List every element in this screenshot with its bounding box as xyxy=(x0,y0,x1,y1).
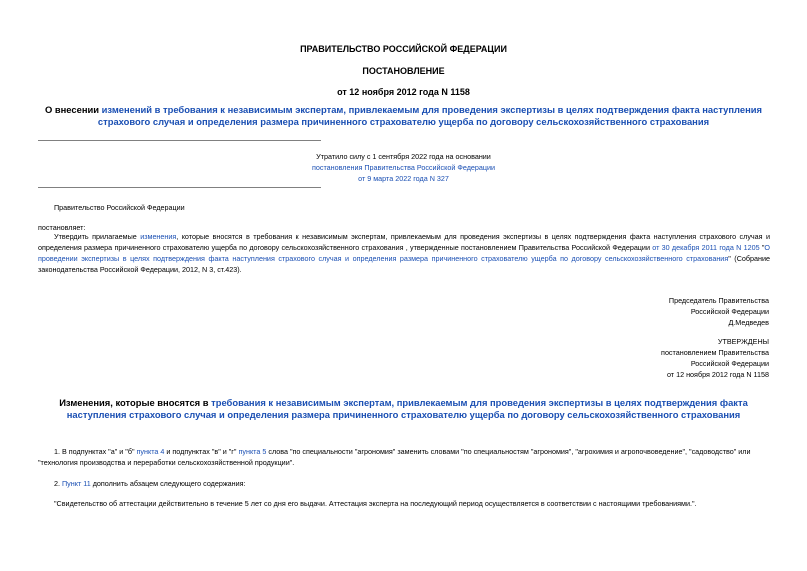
title-link[interactable]: изменений в требования к независимым экспертам, привлекаемым для проведения экспертизы в целях подтверждения факта наступления страхового случая и определения размера причиненного страхователю ущерба по договору сельскохозяйственного страхования xyxy=(97,104,762,127)
p1-link-decree-title[interactable]: О проведении экспертизы в целях подтверждения факта наступления страхового случая и определения размера причиненного страхователю ущерба по договору сельскохозяйственного страхования xyxy=(38,243,770,263)
item1-text-c: слова "по специальности "агрономия" заменить словами "по специальностям "агрономия", "агрохимия и агропочвоведение", "садоводство" или "технология производства и переработки сельскохозяйственной продукции". xyxy=(38,447,751,467)
p1-text-a: Утвердить прилагаемые xyxy=(54,232,141,241)
status-note xyxy=(240,151,567,184)
p1-link-decree[interactable]: от 30 декабря 2011 года N 1205 xyxy=(652,243,760,252)
title-prefix: О внесении xyxy=(44,104,102,115)
approved-block xyxy=(470,336,769,380)
p1-text-d: " (Собрание законодательства Российской Федерации, 2012, N 3, ст.423). xyxy=(38,254,770,274)
changes-title xyxy=(40,397,767,421)
item1-link-point4[interactable]: пункта 4 xyxy=(136,447,165,456)
government-heading: ПРАВИТЕЛЬСТВО РОССИЙСКОЙ ФЕДЕРАЦИИ xyxy=(300,44,507,54)
signature-block xyxy=(470,295,769,328)
approved-line-2: постановлением Правительства xyxy=(661,348,769,357)
date-number: от 12 ноября 2012 года N 1158 xyxy=(337,87,470,97)
document-title xyxy=(30,104,777,128)
status-link-date[interactable]: от 9 марта 2022 года N 327 xyxy=(358,174,449,183)
paragraph-1 xyxy=(38,231,770,275)
decrees-word: постановляет: xyxy=(38,223,86,232)
item1-text-a: 1. В подпунктах "а" и "б" xyxy=(54,447,137,456)
approved-line-3: Российской Федерации xyxy=(690,359,769,368)
p1-text-b: , которые вносятся в требования к независимым экспертам, привлекаемым для проведения экспертизы в целях подтверждения факта наступления страхового случая и определения размера причиненного страхователю ущерба по договору сельскохозяйственного страхования , утвержденные постановлением Правительства Российской Федерации xyxy=(38,232,771,252)
p1-text-c: " xyxy=(759,243,765,252)
signature-line-3: Д.Медведев xyxy=(728,318,769,327)
approved-line-1: УТВЕРЖДЕНЫ xyxy=(717,337,769,346)
item2-text-b: дополнить абзацем следующего содержания: xyxy=(90,479,246,488)
issuer: Правительство Российской Федерации xyxy=(54,203,185,212)
item2-link-point11[interactable]: Пункт 11 xyxy=(62,479,91,488)
change-item-2 xyxy=(54,478,246,489)
changes-title-link[interactable]: требования к независимым экспертам, привлекаемым для проведения экспертизы в целях подтверждения факта наступления страхового случая и определения размера причиненного страхователю ущерба по договору сельскохозяйственного страхования xyxy=(66,397,748,420)
item1-link-point5[interactable]: пункта 5 xyxy=(238,447,267,456)
change-quote: "Свидетельство об аттестации действительно в течение 5 лет со дня его выдачи. Аттестация эксперта на последующий период осуществляется в соответствии с настоящими требованиями.". xyxy=(54,499,697,508)
approved-line-4: от 12 ноября 2012 года N 1158 xyxy=(666,370,769,379)
p1-link-changes[interactable]: изменения xyxy=(140,232,177,241)
item1-text-b: и подпунктах "в" и "г" xyxy=(164,447,239,456)
divider-bottom xyxy=(38,187,321,188)
changes-title-prefix: Изменения, которые вносятся в xyxy=(59,397,212,408)
doc-type-heading: ПОСТАНОВЛЕНИЕ xyxy=(362,66,445,76)
change-item-1 xyxy=(38,446,770,468)
status-line-1: Утратило силу с 1 сентября 2022 года на основании xyxy=(316,152,491,161)
status-link-decree[interactable]: постановления Правительства Российской Федерации xyxy=(311,163,496,172)
signature-line-2: Российской Федерации xyxy=(690,307,769,316)
item2-text-a: 2. xyxy=(54,479,62,488)
signature-line-1: Председатель Правительства xyxy=(668,296,769,305)
divider-top xyxy=(38,140,321,141)
